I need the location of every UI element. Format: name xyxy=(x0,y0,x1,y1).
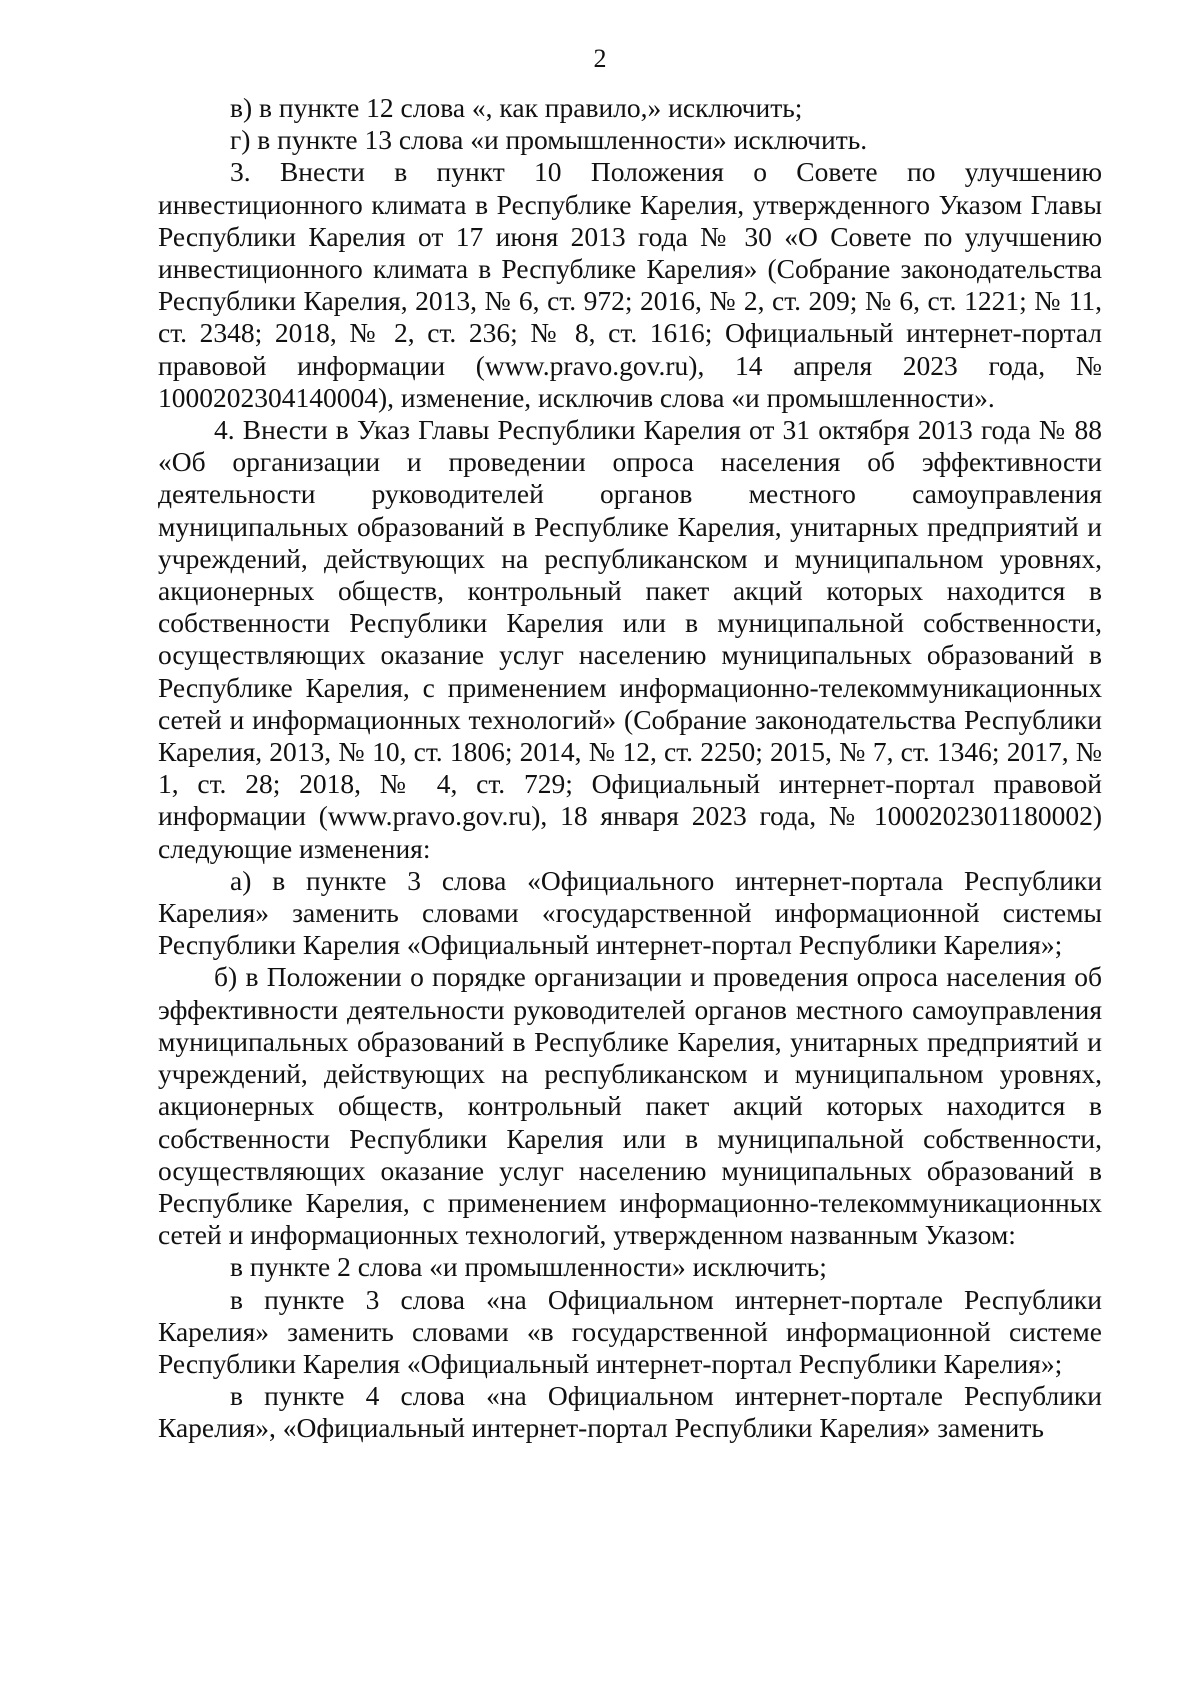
paragraph-point-3: 3. Внести в пункт 10 Положения о Совете по улучшению инвестиционного климата в Республике Карелия, утвержденного Указом Главы Республики Карелия от 17 июня 2013 года № 30 «О Совете по улучшению инвестиционного климата в Республике Карелия» (Собрание законодательства Республики Карелия, 2013, № 6, ст. 972; 2016, № 2, ст. 209; № 6, ст. 1221; № 11, ст. 2348; 2018, № 2, ст. 236; № 8, ст. 1616; Официальный интернет-портал правовой информации (www.pravo.gov.ru), 14 апреля 2023 года, № 1000202304140004), изменение, исключив слова «и промышленности». xyxy=(158,156,1102,413)
paragraph-item-g: г) в пункте 13 слова «и промышленности» исключить. xyxy=(230,124,868,156)
paragraph-clause-3: в пункте 3 слова «на Официальном интернет-портале Республики Карелия» заменить словами «в государственной информационной системе Республики Карелия «Официальный интернет-портал Республики Карелия»; xyxy=(158,1283,1102,1379)
paragraph-item-b: б) в Положении о порядке организации и проведения опроса населения об эффективности деятельности руководителей органов местного самоуправления муниципальных образований в Республике Карелия, унитарных предприятий и учреждений, действующих на республиканском и муниципальном уровнях, акционерных обществ, контрольный пакет акций которых находится в собственности Республики Карелия или в муниципальной собственности, осуществляющих оказание услуг населению муниципальных образований в Республике Карелия, с применением информационно-телекоммуникационных сетей и информационных технологий, утвержденном названным Указом: xyxy=(158,961,1102,1251)
document-body xyxy=(158,92,1102,1445)
paragraph-item-a: а) в пункте 3 слова «Официального интернет-портала Республики Карелия» заменить словами «государственной информационной системы Республики Карелия «Официальный интернет-портал Республики Карелия»; xyxy=(158,864,1102,961)
paragraph-clause-2: в пункте 2 слова «и промышленности» исключить; xyxy=(230,1251,827,1283)
paragraph-item-v: в) в пункте 12 слова «, как правило,» исключить; xyxy=(230,92,803,123)
page-number: 2 xyxy=(593,44,607,73)
paragraph-clause-4: в пункте 4 слова «на Официальном интернет-портале Республики Карелия», «Официальный интернет-портал Республики Карелия» заменить xyxy=(158,1380,1102,1444)
paragraph-point-4: 4. Внести в Указ Главы Республики Карелия от 31 октября 2013 года № 88 «Об организации и проведении опроса населения об эффективности деятельности руководителей органов местного самоуправления муниципальных образований в Республике Карелия, унитарных предприятий и учреждений, действующих на республиканском и муниципальном уровнях, акционерных обществ, контрольный пакет акций которых находится в собственности Республики Карелия или в муниципальной собственности, осуществляющих оказание услуг населению муниципальных образований в Республике Карелия, с применением информационно-телекоммуникационных сетей и информационных технологий» (Собрание законодательства Республики Карелия, 2013, № 10, ст. 1806; 2014, № 12, ст. 2250; 2015, № 7, ст. 1346; 2017, № 1, ст. 28; 2018, № 4, ст. 729; Официальный интернет-портал правовой информации (www.pravo.gov.ru), 18 января 2023 года, № 1000202301180002) следующие изменения: xyxy=(158,414,1102,864)
